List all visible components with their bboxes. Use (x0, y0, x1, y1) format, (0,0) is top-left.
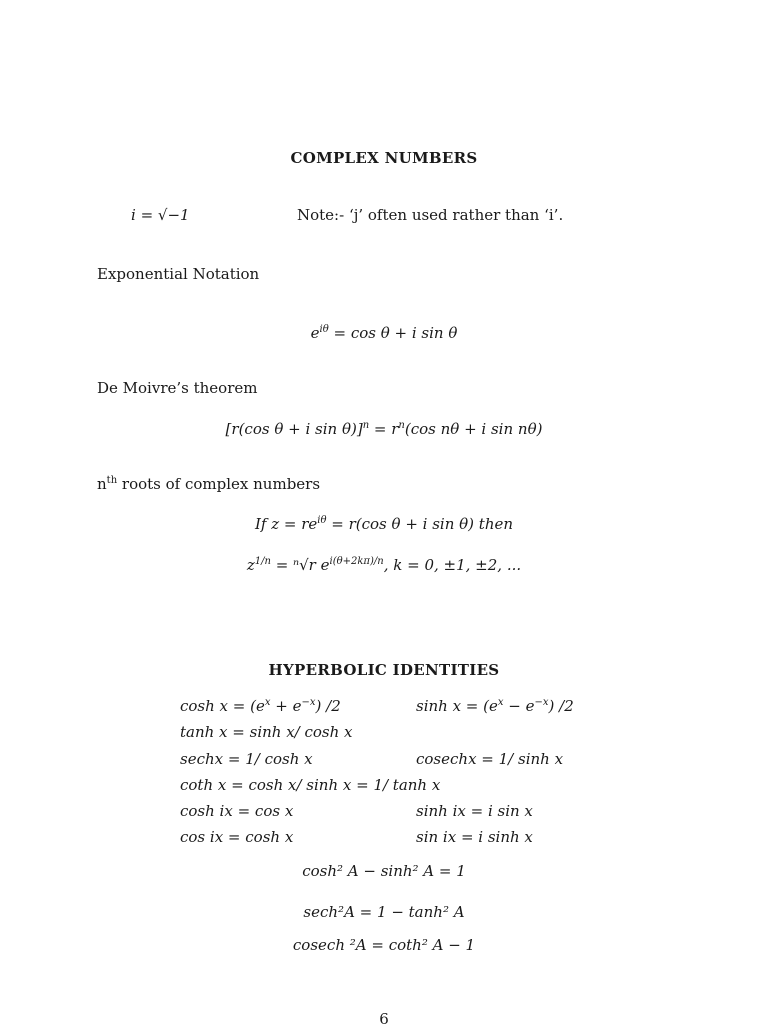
sech-definition: sechx = 1/ cosh x (180, 750, 313, 768)
coth-definition: coth x = cosh x/ sinh x = 1/ tanh x (180, 776, 441, 794)
cosh-definition: $\cosh x = (e^x + e^{-x})$ /2 (180, 697, 341, 715)
cosech-definition: cosechx = 1/ sinh x (416, 750, 564, 768)
sech-tanh-identity: sech²A = 1 − tanh² A (303, 903, 465, 921)
complex-numbers-heading: COMPLEX NUMBERS (290, 149, 478, 167)
cosh-sinh-identity: cosh² A − sinh² A = 1 (302, 862, 466, 880)
cos-ix-identity: cos ix = cosh x (180, 828, 294, 846)
sin-ix-identity: sin ix = i sinh x (416, 828, 533, 846)
i-definition (131, 208, 190, 223)
hyperbolic-identities-heading: HYPERBOLIC IDENTITIES (268, 661, 500, 679)
cosh-ix-identity: cosh ix = cos x (180, 802, 294, 820)
cosech-coth-identity: cosech ²A = coth² A − 1 (292, 936, 476, 954)
nth-roots-label: $n^{th}$ roots of complex numbers (97, 475, 321, 493)
de-moivre-formula: [r(cos θ + i $\sin \theta)]^n = r^n(\cos$ nθ + i sin nθ) (225, 420, 543, 438)
nth-roots-formula: $z^{1/n} = ^n√r$ $e^{i(\theta+2k\pi)/n}$, k = 0, ±1, ±2, ... (246, 556, 522, 574)
sinh-ix-identity: sinh ix = i sin x (416, 802, 533, 820)
tanh-definition: tanh x = sinh x/ cosh x (180, 723, 353, 741)
j-note: Note:- ‘j’ often used rather than ‘i’. (297, 206, 564, 224)
sinh-definition: $\sinh x = (e^x - e^{-x})$ /2 (416, 697, 574, 715)
i-definition-text: i = √−1 (131, 206, 190, 224)
de-moivre-label: De Moivre’s theorem (97, 379, 258, 397)
page-number: 6 (379, 1010, 389, 1028)
exponential-notation-label: Exponential Notation (97, 265, 260, 283)
exponential-formula: $e^{i\theta} = \cos \theta + i$ sin θ (310, 324, 458, 342)
nth-roots-condition: If $z = re^{i\theta} = r(\cos$ θ + i sin θ) then (254, 515, 514, 533)
